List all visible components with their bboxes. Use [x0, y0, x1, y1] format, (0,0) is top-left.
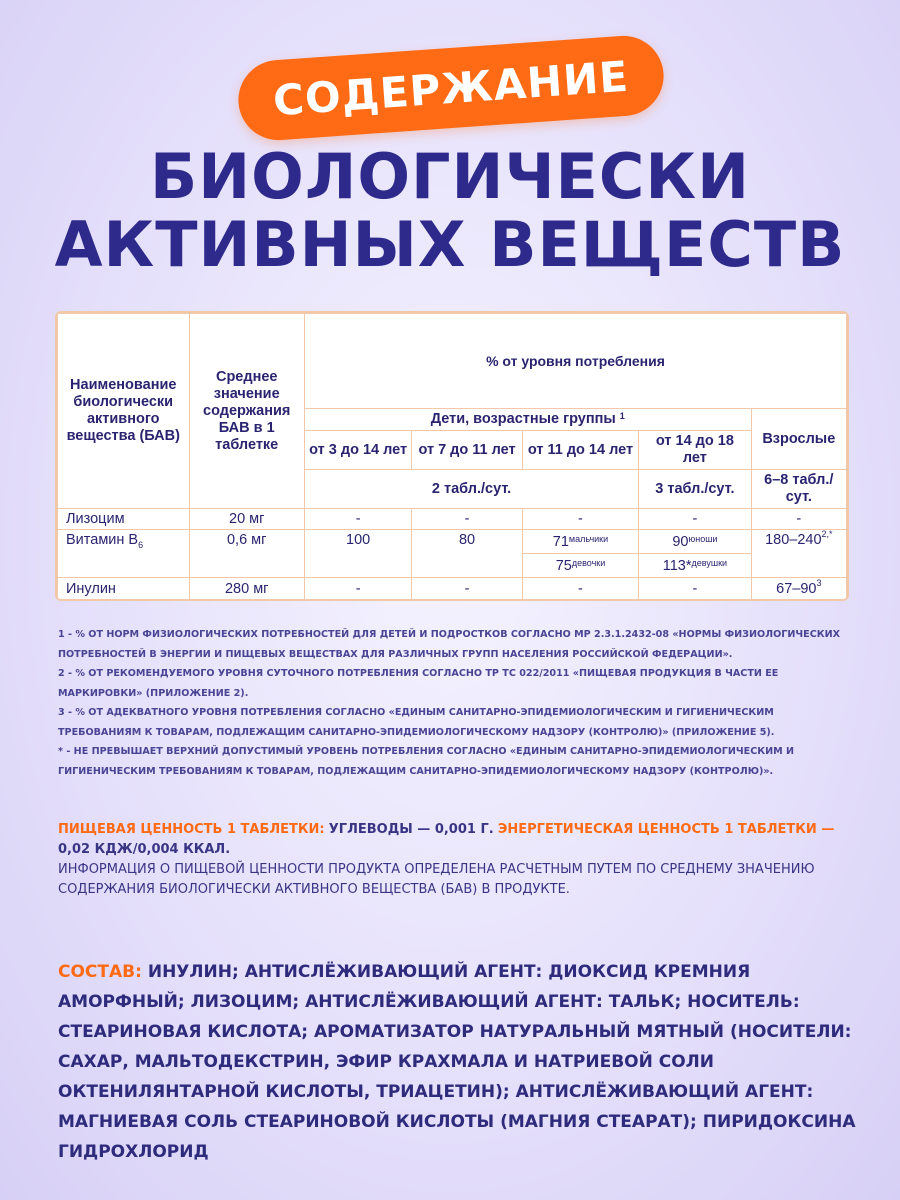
header-percent: % от уровня потребления — [304, 314, 846, 409]
row-cell: $90^{юноши}$ — [639, 530, 751, 554]
header-age2: от 7 до 11 лет — [412, 431, 522, 470]
nutrition-value: УГЛЕВОДЫ — 0,001 Г. — [328, 822, 494, 837]
footnote-1: 1 - % ОТ НОРМ ФИЗИОЛОГИЧЕСКИХ ПОТРЕБНОСТЕЙ ДЛЯ ДЕТЕЙ И ПОДРОСТКОВ СОГЛАСНО МР 2.3.1.2432-08 «НОРМЫ ФИЗИОЛОГИЧЕСКИХ ПОТРЕБНОСТЕЙ В ЭНЕРГИИ И ПИЩЕВЫХ ВЕЩЕСТВАХ ДЛЯ РАЗЛИЧНЫХ ГРУПП НАСЕЛЕНИЯ РОССИЙСКОЙ ФЕДЕРАЦИИ». — [58, 629, 841, 660]
row-cell: - — [522, 578, 638, 601]
bav-table — [55, 311, 849, 601]
page-title-line2: АКТИВНЫХ ВЕЩЕСТВ — [54, 208, 846, 281]
composition — [58, 957, 858, 1167]
header-name: Наименование биологически активного вещества (БАВ) — [58, 314, 190, 509]
row-cell: $67-90^3$ — [751, 578, 846, 601]
row-avg: 0,6 мг — [189, 530, 304, 578]
energy-value: 0,02 КДЖ/0,004 ККАЛ. — [58, 842, 231, 857]
header-children: Дети, возрастные группы $^1$ — [304, 409, 751, 431]
row-name: Лизоцим — [58, 509, 190, 530]
row-cell: - — [304, 578, 411, 601]
row-cell: - — [751, 509, 846, 530]
nutrition-info — [58, 820, 848, 900]
header-avg: Среднее значение содержания БАВ в 1 таблетке — [189, 314, 304, 509]
header-age3: от 11 до 14 лет — [522, 431, 638, 470]
composition-label: СОСТАВ: — [58, 962, 142, 982]
header-age4: от 14 до 18 лет — [639, 431, 751, 470]
composition-text: ИНУЛИН; АНТИСЛЁЖИВАЮЩИЙ АГЕНТ: ДИОКСИД КРЕМНИЯ АМОРФНЫЙ; ЛИЗОЦИМ; АНТИСЛЁЖИВАЮЩИЙ АГЕНТ: ТАЛЬК; НОСИТЕЛЬ: СТЕАРИНОВАЯ КИСЛОТА; АРОМАТИЗАТОР НАТУРАЛЬНЫЙ МЯТНЫЙ (НОСИТЕЛИ: САХАР, МАЛЬТОДЕКСТРИН, ЭФИР КРАХМАЛА И НАТРИЕВОЙ СОЛИ ОКТЕНИЛЯНТАРНОЙ КИСЛОТЫ, ТРИАЦЕТИН); АНТИСЛЁЖИВАЮЩИЙ АГЕНТ: МАГНИЕВАЯ СОЛЬ СТЕАРИНОВОЙ КИСЛОТЫ (МАГНИЯ СТЕАРАТ); ПИРИДОКСИНА ГИДРОХЛОРИД — [58, 962, 856, 1162]
row-avg: 280 мг — [189, 578, 304, 601]
row-cell: 100 — [304, 530, 411, 578]
row-cell: 80 — [412, 530, 522, 578]
row-cell: - — [412, 578, 522, 601]
table-row — [58, 509, 847, 530]
row-cell: - — [522, 509, 638, 530]
row-cell: - — [639, 509, 751, 530]
footnotes — [58, 625, 848, 781]
row-cell: $75^{девочки}$ — [522, 554, 638, 578]
row-cell: 113*$^{девушки}$ — [639, 554, 751, 578]
footnote-3: 3 - % ОТ АДЕКВАТНОГО УРОВНЯ ПОТРЕБЛЕНИЯ СОГЛАСНО «ЕДИНЫМ САНИТАРНО-ЭПИДЕМИОЛОГИЧЕСКИМ И ГИГИЕНИЧЕСКИМ ТРЕБОВАНИЯМ К ТОВАРАМ, ПОДЛЕЖАЩИМ САНИТАРНО-ЭПИДЕМИОЛОГИЧЕСКОМУ НАДЗОРУ (КОНТРОЛЮ)» (ПРИЛОЖЕНИЕ 5). — [58, 707, 775, 738]
badge-label: СОДЕРЖАНИЕ — [271, 51, 631, 125]
nutrition-note: ИНФОРМАЦИЯ О ПИЩЕВОЙ ЦЕННОСТИ ПРОДУКТА ОПРЕДЕЛЕНА РАСЧЕТНЫМ ПУТЕМ ПО СРЕДНЕМУ ЗНАЧЕНИЮ СОДЕРЖАНИЯ БИОЛОГИЧЕСКИ АКТИВНОГО ВЕЩЕСТВА (БАВ) В ПРОДУКТЕ. — [58, 862, 815, 897]
footnote-star: * - НЕ ПРЕВЫШАЕТ ВЕРХНИЙ ДОПУСТИМЫЙ УРОВЕНЬ ПОТРЕБЛЕНИЯ СОГЛАСНО «ЕДИНЫМ САНИТАРНО-ЭПИДЕМИОЛОГИЧЕСКИМ И ГИГИЕНИЧЕСКИМ ТРЕБОВАНИЯМ К ТОВАРАМ, ПОДЛЕЖАЩИМ САНИТАРНО-ЭПИДЕМИОЛОГИЧЕСКОМУ НАДЗОРУ (КОНТРОЛЮ)». — [58, 746, 795, 777]
row-name: Витамин $B_6$ — [58, 530, 190, 578]
header-dose-children: 2 табл./сут. — [304, 470, 638, 509]
table-row — [58, 530, 847, 554]
energy-label: ЭНЕРГЕТИЧЕСКАЯ ЦЕННОСТЬ 1 ТАБЛЕТКИ — — [497, 822, 835, 837]
header-dose-teens: 3 табл./сут. — [639, 470, 751, 509]
row-cell: - — [639, 578, 751, 601]
section-badge — [236, 33, 667, 143]
row-cell: - — [304, 509, 411, 530]
row-cell: $71^{мальчики}$ — [522, 530, 638, 554]
row-avg: 20 мг — [189, 509, 304, 530]
footnote-2: 2 - % ОТ РЕКОМЕНДУЕМОГО УРОВНЯ СУТОЧНОГО ПОТРЕБЛЕНИЯ СОГЛАСНО ТР ТС 022/2011 «ПИЩЕВАЯ ПРОДУКЦИЯ В ЧАСТИ ЕЕ МАРКИРОВКИ» (ПРИЛОЖЕНИЕ 2). — [58, 668, 779, 699]
row-cell: - — [412, 509, 522, 530]
nutrition-label: ПИЩЕВАЯ ЦЕННОСТЬ 1 ТАБЛЕТКИ: — [58, 822, 325, 837]
row-cell: $180-240^{2,*}$ — [751, 530, 846, 578]
table-row — [58, 578, 847, 601]
page-title-line1: БИОЛОГИЧЕСКИ — [150, 140, 750, 213]
row-name: Инулин — [58, 578, 190, 601]
header-age1: от 3 до 14 лет — [304, 431, 411, 470]
header-adults: Взрослые — [751, 409, 846, 470]
header-dose-adults: 6–8 табл./сут. — [751, 470, 846, 509]
